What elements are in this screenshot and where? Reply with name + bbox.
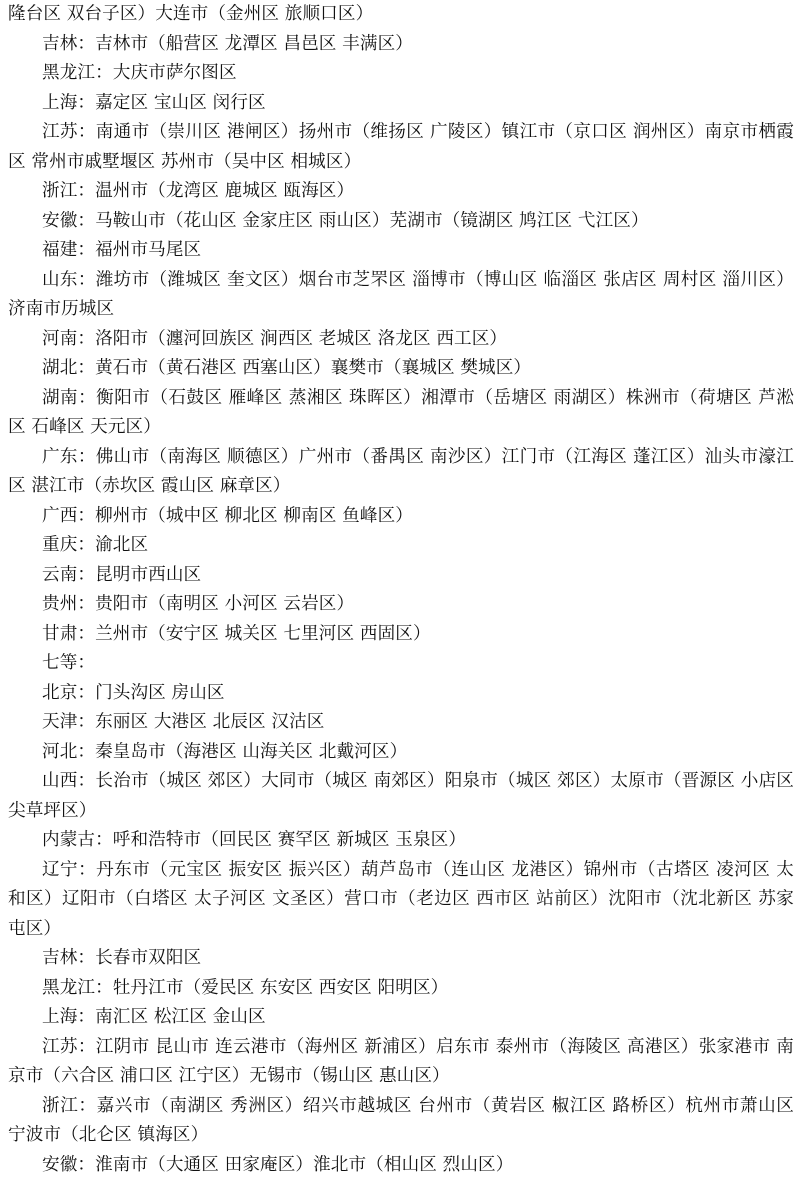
paragraph-jiangsu-2: 江苏：江阴市 昆山市 连云港市（海州区 新浦区）启东市 泰州市（海陵区 高港区）张家港市 南京市（六合区 浦口区 江宁区）无锡市（锡山区 惠山区） xyxy=(8,1033,794,1092)
paragraph-beijing: 北京：门头沟区 房山区 xyxy=(8,679,794,709)
paragraph-hebei: 河北：秦皇岛市（海港区 山海关区 北戴河区） xyxy=(8,738,794,768)
paragraph-guangdong: 广东：佛山市（南海区 顺德区）广州市（番禺区 南沙区）江门市（江海区 蓬江区）汕头市濠江区 湛江市（赤坎区 霞山区 麻章区） xyxy=(8,443,794,502)
paragraph-jilin-2: 吉林：长春市双阳区 xyxy=(8,944,794,974)
paragraph-tianjin: 天津：东丽区 大港区 北辰区 汉沽区 xyxy=(8,708,794,738)
paragraph-zhejiang: 浙江：温州市（龙湾区 鹿城区 瓯海区） xyxy=(8,177,794,207)
paragraph-anhui: 安徽：马鞍山市（花山区 金家庄区 雨山区）芜湖市（镜湖区 鸠江区 弋江区） xyxy=(8,207,794,237)
paragraph-heilongjiang-2: 黑龙江：牡丹江市（爱民区 东安区 西安区 阳明区） xyxy=(8,974,794,1004)
paragraph-gansu: 甘肃：兰州市（安宁区 城关区 七里河区 西固区） xyxy=(8,620,794,650)
paragraph-guangxi: 广西：柳州市（城中区 柳北区 柳南区 鱼峰区） xyxy=(8,502,794,532)
paragraph-chongqing: 重庆：渝北区 xyxy=(8,531,794,561)
document-body xyxy=(8,0,794,1180)
paragraph-henan: 河南：洛阳市（瀍河回族区 涧西区 老城区 洛龙区 西工区） xyxy=(8,325,794,355)
paragraph-liaoning: 辽宁：丹东市（元宝区 振安区 振兴区）葫芦岛市（连山区 龙港区）锦州市（古塔区 凌河区 太和区）辽阳市（白塔区 太子河区 文圣区）营口市（老边区 西市区 站前区）沈阳市（沈北新区 苏家屯区） xyxy=(8,856,794,945)
paragraph-yunnan: 云南：昆明市西山区 xyxy=(8,561,794,591)
paragraph-shanghai-2: 上海：南汇区 松江区 金山区 xyxy=(8,1003,794,1033)
paragraph-shanghai: 上海：嘉定区 宝山区 闵行区 xyxy=(8,89,794,119)
paragraph-zhejiang-2: 浙江：嘉兴市（南湖区 秀洲区）绍兴市越城区 台州市（黄岩区 椒江区 路桥区）杭州市萧山区 宁波市（北仑区 镇海区） xyxy=(8,1092,794,1151)
paragraph-anhui-2: 安徽：淮南市（大通区 田家庵区）淮北市（相山区 烈山区） xyxy=(8,1151,794,1180)
section-heading-seventh-class: 七等： xyxy=(8,649,794,679)
paragraph-inner-mongolia: 内蒙古：呼和浩特市（回民区 赛罕区 新城区 玉泉区） xyxy=(8,826,794,856)
paragraph-shanxi: 山西：长治市（城区 郊区）大同市（城区 南郊区）阳泉市（城区 郊区）太原市（晋源区 小店区 尖草坪区） xyxy=(8,767,794,826)
paragraph-hunan: 湖南：衡阳市（石鼓区 雁峰区 蒸湘区 珠晖区）湘潭市（岳塘区 雨湖区）株洲市（荷塘区 芦淞区 石峰区 天元区） xyxy=(8,384,794,443)
paragraph-hubei: 湖北：黄石市（黄石港区 西塞山区）襄樊市（襄城区 樊城区） xyxy=(8,354,794,384)
paragraph-heilongjiang: 黑龙江：大庆市萨尔图区 xyxy=(8,59,794,89)
paragraph-fujian: 福建：福州市马尾区 xyxy=(8,236,794,266)
paragraph-guizhou: 贵州：贵阳市（南明区 小河区 云岩区） xyxy=(8,590,794,620)
paragraph-continued: 隆台区 双台子区）大连市（金州区 旅顺口区） xyxy=(8,0,794,30)
paragraph-jilin: 吉林：吉林市（船营区 龙潭区 昌邑区 丰满区） xyxy=(8,30,794,60)
paragraph-jiangsu: 江苏：南通市（崇川区 港闸区）扬州市（维扬区 广陵区）镇江市（京口区 润州区）南京市栖霞区 常州市戚墅堰区 苏州市（吴中区 相城区） xyxy=(8,118,794,177)
paragraph-shandong: 山东：潍坊市（潍城区 奎文区）烟台市芝罘区 淄博市（博山区 临淄区 张店区 周村区 淄川区）济南市历城区 xyxy=(8,266,794,325)
